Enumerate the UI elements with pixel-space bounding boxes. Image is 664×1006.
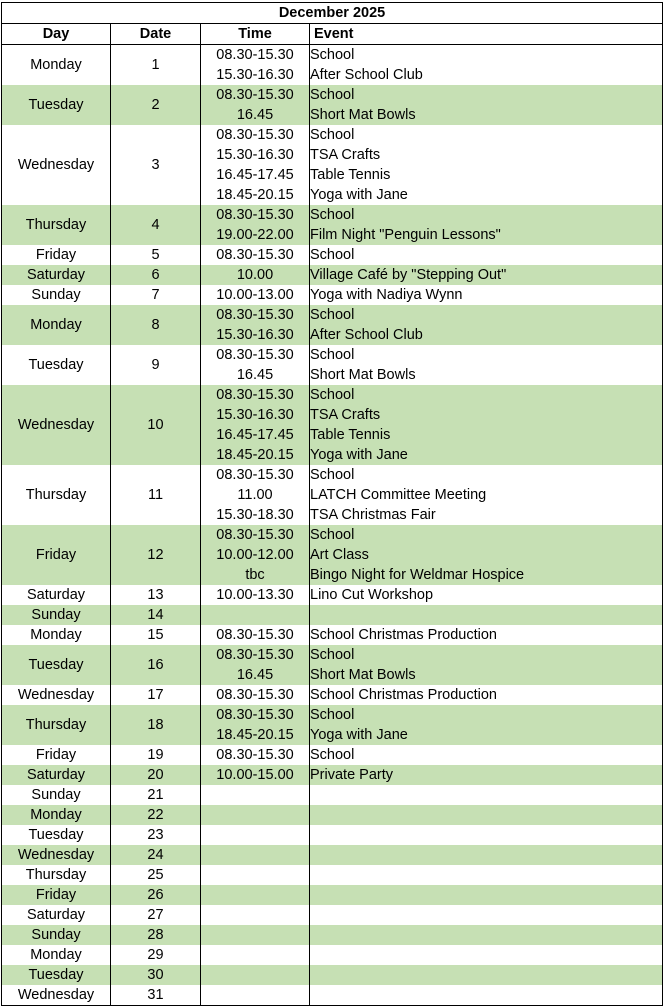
table-row [2, 345, 663, 365]
event-cell: Yoga with Jane [310, 725, 663, 745]
time-cell: 15.30-16.30 [201, 405, 310, 425]
day-cell: Thursday [2, 865, 111, 885]
time-cell: 08.30-15.30 [201, 345, 310, 365]
time-cell: 18.45-20.15 [201, 185, 310, 205]
table-row [2, 525, 663, 545]
time-cell: 08.30-15.30 [201, 305, 310, 325]
event-cell: School [310, 465, 663, 485]
date-cell: 4 [111, 205, 201, 245]
event-cell: Bingo Night for Weldmar Hospice [310, 565, 663, 585]
event-cell: School [310, 645, 663, 665]
day-cell: Saturday [2, 585, 111, 605]
table-row [2, 285, 663, 305]
table-row [2, 125, 663, 145]
event-cell: School [310, 745, 663, 765]
event-cell [310, 965, 663, 985]
table-row [2, 625, 663, 645]
time-cell: 10.00-13.30 [201, 585, 310, 605]
event-cell: TSA Crafts [310, 405, 663, 425]
event-cell: Lino Cut Workshop [310, 585, 663, 605]
table-row [2, 205, 663, 225]
event-cell: TSA Christmas Fair [310, 505, 663, 525]
calendar-table [1, 2, 663, 1006]
event-cell: After School Club [310, 325, 663, 345]
time-cell [201, 865, 310, 885]
day-cell: Sunday [2, 925, 111, 945]
time-cell: 19.00-22.00 [201, 225, 310, 245]
day-cell: Thursday [2, 705, 111, 745]
date-cell: 22 [111, 805, 201, 825]
time-cell: 08.30-15.30 [201, 745, 310, 765]
time-cell [201, 785, 310, 805]
time-cell: 08.30-15.30 [201, 645, 310, 665]
time-cell: 08.30-15.30 [201, 245, 310, 265]
date-cell: 8 [111, 305, 201, 345]
table-row [2, 945, 663, 965]
day-cell: Sunday [2, 605, 111, 625]
table-row [2, 985, 663, 1006]
event-cell [310, 985, 663, 1006]
event-cell: Film Night "Penguin Lessons" [310, 225, 663, 245]
time-cell: 11.00 [201, 485, 310, 505]
time-cell: 08.30-15.30 [201, 465, 310, 485]
day-cell: Thursday [2, 205, 111, 245]
date-cell: 25 [111, 865, 201, 885]
day-cell: Sunday [2, 785, 111, 805]
calendar-title: December 2025 [2, 3, 663, 24]
event-cell: School Christmas Production [310, 685, 663, 705]
time-cell: 10.00 [201, 265, 310, 285]
date-cell: 10 [111, 385, 201, 465]
event-cell: Yoga with Jane [310, 445, 663, 465]
day-cell: Monday [2, 305, 111, 345]
table-row [2, 805, 663, 825]
date-cell: 21 [111, 785, 201, 805]
time-cell: 16.45 [201, 665, 310, 685]
date-cell: 16 [111, 645, 201, 685]
time-cell: 10.00-15.00 [201, 765, 310, 785]
day-cell: Monday [2, 625, 111, 645]
event-cell: Short Mat Bowls [310, 365, 663, 385]
table-row [2, 645, 663, 665]
event-cell: After School Club [310, 65, 663, 85]
table-row [2, 765, 663, 785]
time-cell: 18.45-20.15 [201, 725, 310, 745]
time-cell: 08.30-15.30 [201, 85, 310, 105]
table-row [2, 685, 663, 705]
table-row [2, 785, 663, 805]
day-cell: Wednesday [2, 685, 111, 705]
header-row [2, 24, 663, 45]
time-cell: 18.45-20.15 [201, 445, 310, 465]
day-cell: Saturday [2, 905, 111, 925]
header-time: Time [201, 24, 310, 45]
table-row [2, 385, 663, 405]
time-cell [201, 905, 310, 925]
time-cell: 08.30-15.30 [201, 385, 310, 405]
day-cell: Tuesday [2, 645, 111, 685]
time-cell [201, 945, 310, 965]
date-cell: 7 [111, 285, 201, 305]
date-cell: 5 [111, 245, 201, 265]
date-cell: 9 [111, 345, 201, 385]
day-cell: Tuesday [2, 85, 111, 125]
date-cell: 11 [111, 465, 201, 525]
day-cell: Wednesday [2, 125, 111, 205]
day-cell: Wednesday [2, 845, 111, 865]
date-cell: 2 [111, 85, 201, 125]
event-cell: TSA Crafts [310, 145, 663, 165]
header-day: Day [2, 24, 111, 45]
time-cell: 16.45-17.45 [201, 165, 310, 185]
event-cell [310, 825, 663, 845]
calendar-body [2, 45, 663, 1006]
date-cell: 18 [111, 705, 201, 745]
day-cell: Sunday [2, 285, 111, 305]
event-cell: School [310, 45, 663, 66]
time-cell [201, 985, 310, 1006]
day-cell: Wednesday [2, 385, 111, 465]
date-cell: 28 [111, 925, 201, 945]
table-row [2, 605, 663, 625]
event-cell: School [310, 705, 663, 725]
table-row [2, 585, 663, 605]
event-cell [310, 845, 663, 865]
day-cell: Thursday [2, 465, 111, 525]
time-cell: tbc [201, 565, 310, 585]
table-row [2, 45, 663, 66]
event-cell: School [310, 85, 663, 105]
event-cell: School [310, 305, 663, 325]
time-cell: 16.45-17.45 [201, 425, 310, 445]
date-cell: 31 [111, 985, 201, 1006]
table-row [2, 965, 663, 985]
date-cell: 14 [111, 605, 201, 625]
time-cell [201, 925, 310, 945]
table-row [2, 85, 663, 105]
time-cell: 15.30-16.30 [201, 325, 310, 345]
day-cell: Saturday [2, 265, 111, 285]
day-cell: Friday [2, 745, 111, 765]
event-cell: Private Party [310, 765, 663, 785]
time-cell: 10.00-13.00 [201, 285, 310, 305]
date-cell: 23 [111, 825, 201, 845]
time-cell: 08.30-15.30 [201, 205, 310, 225]
table-row [2, 825, 663, 845]
table-row [2, 885, 663, 905]
event-cell [310, 805, 663, 825]
event-cell: Art Class [310, 545, 663, 565]
time-cell [201, 825, 310, 845]
event-cell [310, 905, 663, 925]
event-cell: Yoga with Jane [310, 185, 663, 205]
date-cell: 1 [111, 45, 201, 86]
date-cell: 6 [111, 265, 201, 285]
event-cell: School Christmas Production [310, 625, 663, 645]
time-cell: 15.30-18.30 [201, 505, 310, 525]
event-cell: LATCH Committee Meeting [310, 485, 663, 505]
table-row [2, 865, 663, 885]
table-row [2, 245, 663, 265]
time-cell [201, 805, 310, 825]
time-cell: 08.30-15.30 [201, 125, 310, 145]
time-cell: 08.30-15.30 [201, 625, 310, 645]
event-cell [310, 865, 663, 885]
table-row [2, 845, 663, 865]
time-cell: 08.30-15.30 [201, 525, 310, 545]
day-cell: Wednesday [2, 985, 111, 1006]
time-cell: 10.00-12.00 [201, 545, 310, 565]
day-cell: Tuesday [2, 345, 111, 385]
event-cell [310, 605, 663, 625]
day-cell: Friday [2, 245, 111, 265]
table-row [2, 465, 663, 485]
event-cell [310, 785, 663, 805]
event-cell: Yoga with Nadiya Wynn [310, 285, 663, 305]
date-cell: 29 [111, 945, 201, 965]
table-row [2, 905, 663, 925]
time-cell: 08.30-15.30 [201, 685, 310, 705]
day-cell: Monday [2, 945, 111, 965]
day-cell: Tuesday [2, 825, 111, 845]
table-row [2, 745, 663, 765]
time-cell: 08.30-15.30 [201, 705, 310, 725]
day-cell: Friday [2, 885, 111, 905]
table-row [2, 305, 663, 325]
event-cell: Short Mat Bowls [310, 665, 663, 685]
day-cell: Tuesday [2, 965, 111, 985]
date-cell: 15 [111, 625, 201, 645]
event-cell: Table Tennis [310, 425, 663, 445]
date-cell: 19 [111, 745, 201, 765]
date-cell: 27 [111, 905, 201, 925]
date-cell: 17 [111, 685, 201, 705]
time-cell: 08.30-15.30 [201, 45, 310, 66]
day-cell: Friday [2, 525, 111, 585]
date-cell: 3 [111, 125, 201, 205]
day-cell: Monday [2, 45, 111, 86]
event-cell: Table Tennis [310, 165, 663, 185]
date-cell: 30 [111, 965, 201, 985]
event-cell: Village Café by "Stepping Out" [310, 265, 663, 285]
event-cell: School [310, 125, 663, 145]
time-cell: 16.45 [201, 105, 310, 125]
event-cell [310, 925, 663, 945]
event-cell: School [310, 385, 663, 405]
time-cell [201, 605, 310, 625]
date-cell: 24 [111, 845, 201, 865]
event-cell [310, 885, 663, 905]
header-date: Date [111, 24, 201, 45]
time-cell [201, 885, 310, 905]
time-cell [201, 845, 310, 865]
date-cell: 26 [111, 885, 201, 905]
header-event: Event [310, 24, 663, 45]
event-cell: School [310, 345, 663, 365]
event-cell [310, 945, 663, 965]
time-cell: 16.45 [201, 365, 310, 385]
time-cell [201, 965, 310, 985]
event-cell: Short Mat Bowls [310, 105, 663, 125]
event-cell: School [310, 525, 663, 545]
table-row [2, 925, 663, 945]
event-cell: School [310, 245, 663, 265]
time-cell: 15.30-16.30 [201, 65, 310, 85]
date-cell: 20 [111, 765, 201, 785]
day-cell: Monday [2, 805, 111, 825]
table-row [2, 265, 663, 285]
event-cell: School [310, 205, 663, 225]
day-cell: Saturday [2, 765, 111, 785]
time-cell: 15.30-16.30 [201, 145, 310, 165]
date-cell: 12 [111, 525, 201, 585]
table-row [2, 705, 663, 725]
date-cell: 13 [111, 585, 201, 605]
